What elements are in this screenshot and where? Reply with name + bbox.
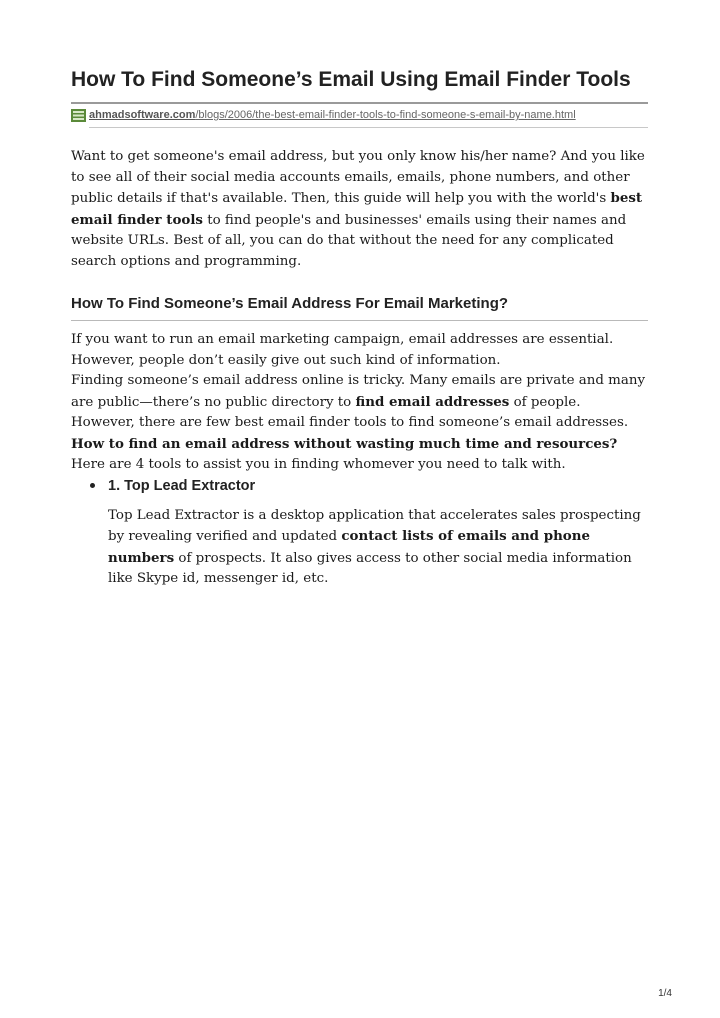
intro-bold-link: best email finder tools xyxy=(71,190,643,228)
intro-text-2: to find people's and businesses' emails using their names and website URLs. Best of all, you can do that without the need for any complicated search options and programming. xyxy=(71,212,627,269)
section-paragraph-4: Here are 4 tools to assist you in finding whomever you need to talk with. xyxy=(71,457,566,472)
tool-description-text-2: of prospects. It also gives access to other social media information like Skype id, messenger id, etc. xyxy=(108,550,632,586)
tool-heading: 1. Top Lead Extractor xyxy=(108,477,256,494)
section-body xyxy=(71,330,648,590)
page-number: 1/4 xyxy=(658,988,672,999)
source-domain[interactable]: ahmadsoftware.com xyxy=(89,109,196,121)
page-title: How To Find Someone’s Email Using Email Finder Tools xyxy=(71,68,631,91)
section-paragraph-2-bold: find email addresses xyxy=(355,393,510,410)
section-paragraph-2-text-2: of people. However, there are few best email finder tools to find someone’s email addresses. xyxy=(71,394,629,430)
title-divider xyxy=(71,102,648,104)
tools-list xyxy=(71,476,648,590)
tool-description-bold: contact lists of emails and phone numbers xyxy=(108,528,590,566)
section-heading: How To Find Someone’s Email Address For Email Marketing? xyxy=(71,295,509,312)
section-question xyxy=(71,434,648,456)
source-divider xyxy=(89,127,648,128)
document-icon xyxy=(71,109,86,122)
section-paragraph-2-text-1: Finding someone’s email address online is tricky. Many emails are private and many are public—there’s no public directory to xyxy=(71,373,646,410)
section-question-bold: How to find an email address without wasting much time and resources? xyxy=(71,435,618,452)
section-paragraph-1: If you want to run an email marketing campaign, email addresses are essential. However, people don’t easily give out such kind of information. xyxy=(71,332,614,368)
bullet-icon xyxy=(90,483,95,488)
tool-description-text-1: Top Lead Extractor is a desktop application that accelerates sales prospecting by revealing verified and updated xyxy=(108,507,641,544)
section-divider xyxy=(71,320,648,321)
source-path[interactable]: /blogs/2006/the-best-email-finder-tools-to-find-someone-s-email-by-name.html xyxy=(195,109,576,121)
intro-text-1: Want to get someone's email address, but you only know his/her name? And you like to see all of their social media accounts emails, emails, phone numbers, and other public details if that's available. Then, this guide will help you with the world's xyxy=(71,149,645,206)
intro-paragraph xyxy=(71,147,648,272)
tool-description xyxy=(108,506,648,590)
document-page xyxy=(71,66,648,590)
source-link[interactable] xyxy=(71,108,648,123)
list-item xyxy=(71,476,648,590)
section-paragraph-2 xyxy=(71,371,648,434)
